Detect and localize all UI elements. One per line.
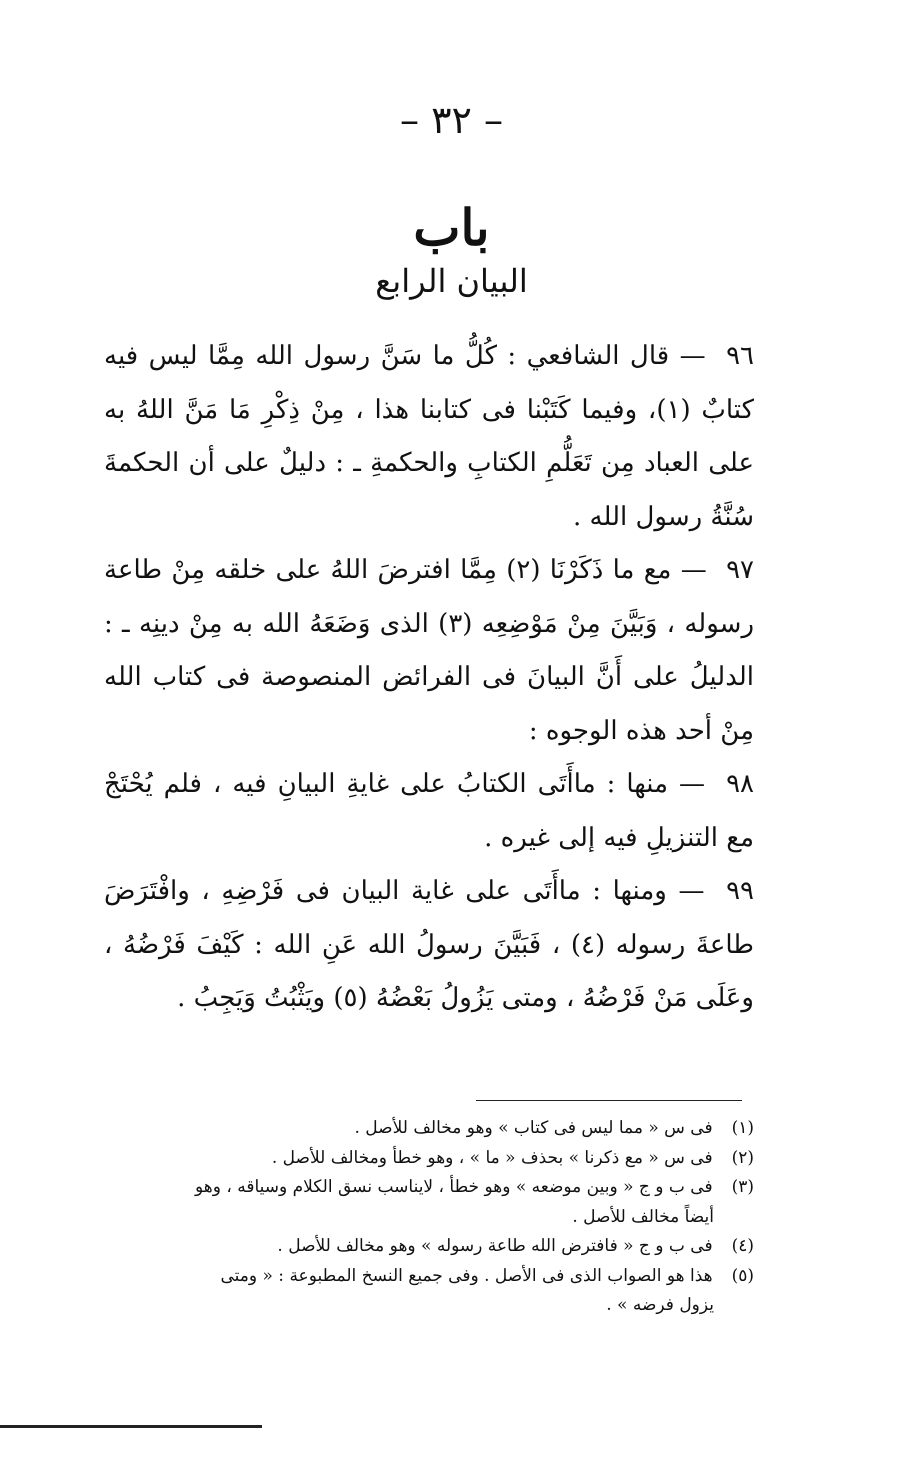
paragraph-text: — منها : ماأَتَى الكتابُ على غايةِ البيانِ فيه ، فلم يُحْتَجْ مع التنزيلِ فيه إلى غيره . [104,769,754,853]
footnote-4 [104,1232,754,1262]
footnote-number: (٣) [731,1177,754,1197]
paragraph-98 [104,758,754,865]
paragraph-number: ٩٨ [726,769,754,799]
footnote-continuation: أيضاً مخالف للأصل . [572,1206,714,1227]
paragraph-text: — قال الشافعي : كُلُّ ما سَنَّ رسول الله مِمَّا ليس فيه كتابٌ (١)، وفيما كَتَبْنا فى كتابنا هذا ، مِنْ ذِكْرِ مَا مَنَّ اللهُ به على العباد مِن تَعَلُّمِ الكتابِ والحكمةِ ـ : دليلٌ على أن الحكمةَ سُنَّةُ رسول الله . [104,341,755,532]
footnote-number: (٥) [731,1265,754,1286]
paragraph-99 [104,865,754,1026]
scan-edge-line [0,1425,262,1428]
footnote-1 [104,1114,754,1144]
paragraph-97 [104,544,754,758]
footnote-3 [104,1173,754,1232]
footnote-text: فى ب و ج « فافترض الله طاعة رسوله » وهو مخالف للأصل . [277,1236,713,1256]
footnote-5 [104,1262,754,1321]
footnote-continuation: يزول فرضه » . [606,1295,714,1315]
footnote-text: فى س « مما ليس فى كتاب » وهو مخالف للأصل . [354,1118,713,1138]
paragraph-96 [104,330,754,544]
footnote-text: فى ب و ج « وبين موضعه » وهو خطأ ، لايناسب نسق الكلام وسياقه ، وهو [194,1177,713,1197]
footnote-separator [476,1100,742,1101]
footnote-number: (١) [731,1118,754,1138]
main-text [104,330,754,1026]
footnote-text: هذا هو الصواب الذى فى الأصل . وفى جميع النسخ المطبوعة : « ومتى [220,1265,713,1286]
paragraph-number: ٩٧ [726,555,754,585]
footnote-number: (٤) [731,1236,754,1256]
paragraph-number: ٩٦ [726,341,754,371]
paragraph-number: ٩٩ [726,876,755,906]
chapter-subtitle: البيان الرابع [375,262,528,300]
footnote-text: فى س « مع ذكرنا » بحذف « ما » ، وهو خطأ ومخالف للأصل . [271,1147,713,1168]
footnote-2 [104,1144,754,1174]
page-number: – ٣٢ – [399,98,503,142]
paragraph-text: — ومنها : ماأَتَى على غاية البيان فى فَرْضِهِ ، وافْتَرَضَ طاعةَ رسوله (٤) ، فَبَيَّنَ رسولُ الله عَنِ الله : كَيْفَ فَرْضُهُ ، وعَلَى مَنْ فَرْضُهُ ، ومتى يَزُولُ بَعْضُهُ (٥) ويَثْبُتُ وَيَجِبُ . [104,876,754,1013]
chapter-title: باب [413,198,490,257]
paragraph-text: — مع ما ذَكَرْنَا (٢) مِمَّا افترضَ اللهُ على خلقه مِنْ طاعة رسوله ، وَبَيَّنَ مِنْ مَوْضِعِه (٣) الذى وَضَعَهُ الله به مِنْ دينِه ـ : الدليلُ على أَنَّ البيانَ فى الفرائض المنصوصة فى كتاب الله مِنْ أحد هذه الوجوه : [104,555,754,746]
footnotes [104,1114,754,1321]
footnote-number: (٢) [731,1147,754,1168]
